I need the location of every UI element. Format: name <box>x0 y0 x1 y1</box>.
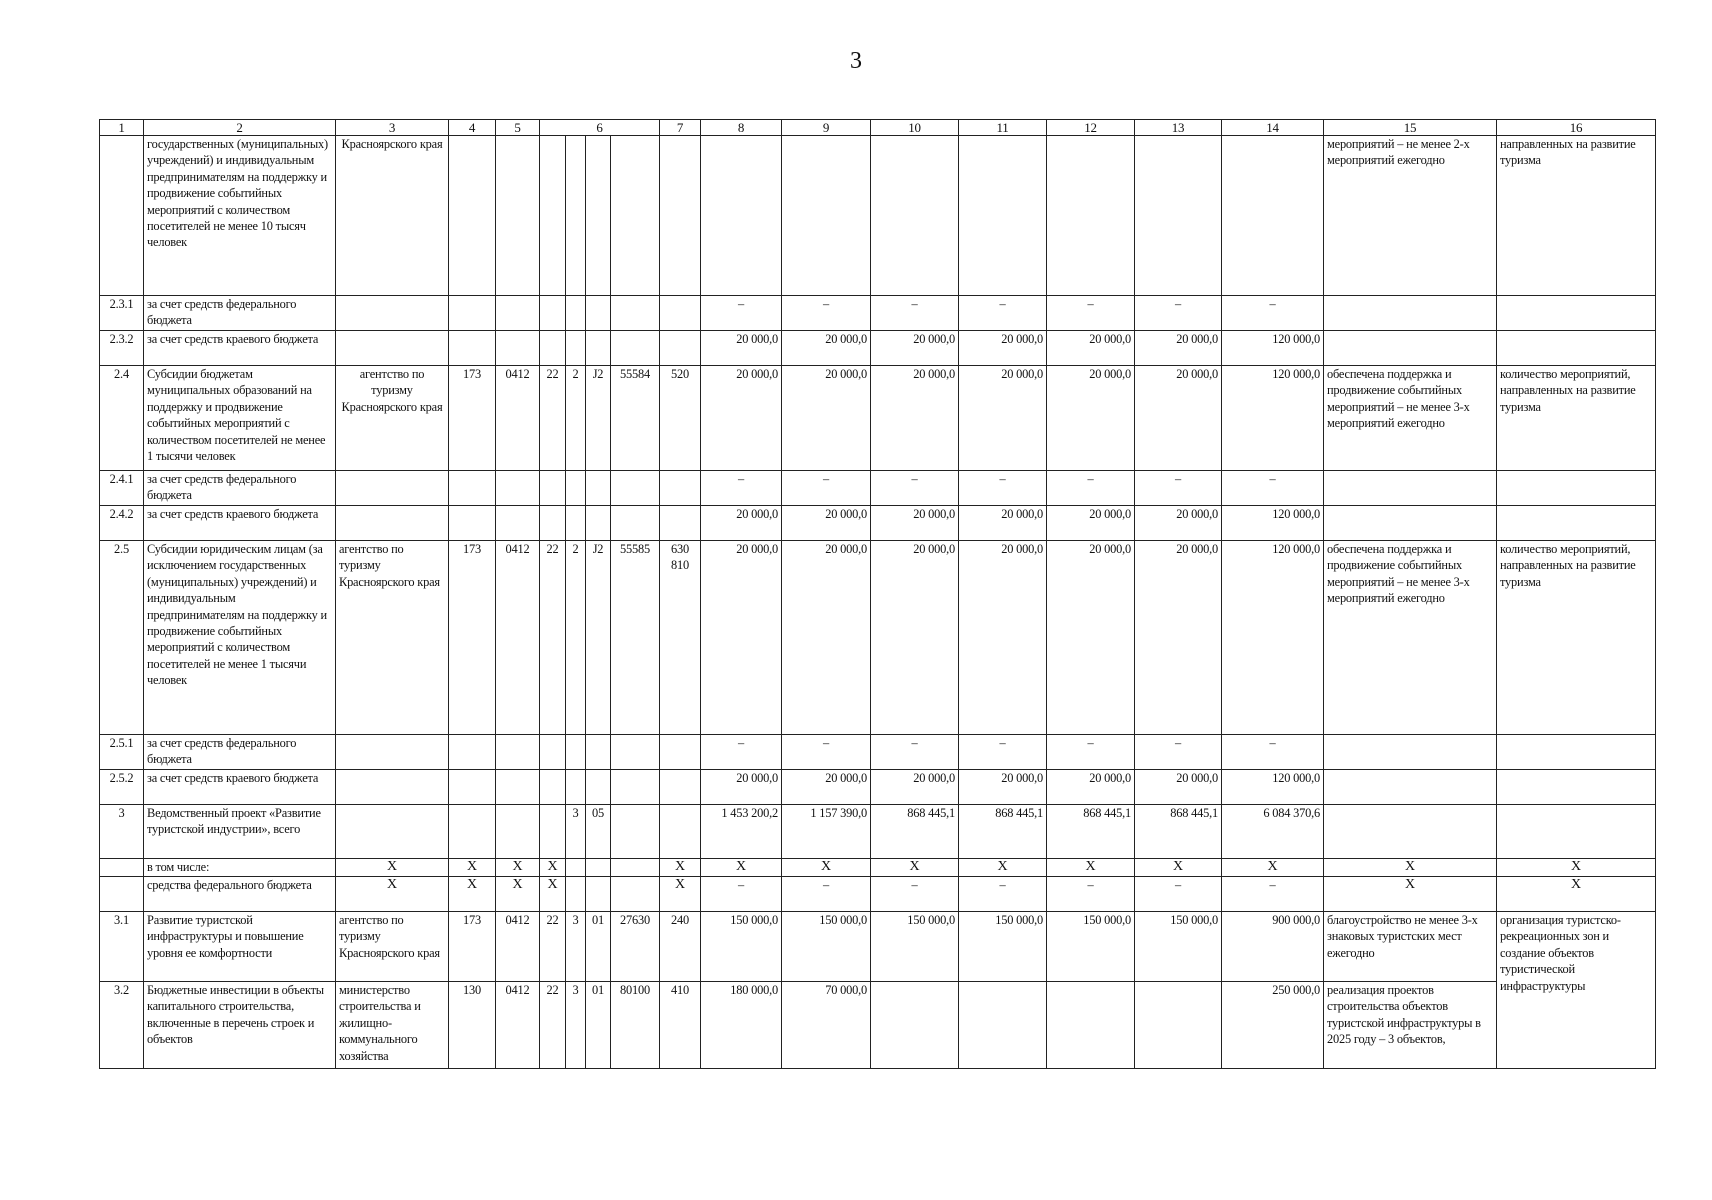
value-2028: 20 000,0 <box>959 331 1047 366</box>
value-2028: – <box>959 877 1047 912</box>
section-code: 0412 <box>496 366 540 471</box>
value-2030: 150 000,0 <box>1135 912 1222 982</box>
target-code-program: 22 <box>540 982 566 1069</box>
value-2029: 20 000,0 <box>1047 541 1135 735</box>
expected-result: реализация проектов строительства объектов туристской инфраструктуры в 2025 году – 3 объектов, <box>1324 982 1497 1069</box>
table-row <box>100 859 1656 877</box>
value-2025: 150 000,0 <box>701 912 782 982</box>
measure-name: Ведомственный проект «Развитие туристской индустрии», всего <box>144 805 336 859</box>
table-row <box>100 471 1656 506</box>
value-2027: 20 000,0 <box>871 331 959 366</box>
value-2030: – <box>1135 735 1222 770</box>
x-mark: X <box>540 877 566 912</box>
value-2027: 20 000,0 <box>871 541 959 735</box>
col-header-7: 7 <box>660 120 701 136</box>
x-mark: X <box>336 877 449 912</box>
value-2027: 150 000,0 <box>871 912 959 982</box>
table-row <box>100 805 1656 859</box>
grbs-code: 173 <box>449 912 496 982</box>
row-number: 2.4 <box>100 366 144 471</box>
x-mark: X <box>701 859 782 877</box>
value-2028: – <box>959 471 1047 506</box>
column-header-row <box>100 120 1656 136</box>
value-total: 250 000,0 <box>1222 982 1324 1069</box>
value-total: 120 000,0 <box>1222 331 1324 366</box>
value-2026: 1 157 390,0 <box>782 805 871 859</box>
value-2027: 868 445,1 <box>871 805 959 859</box>
col-header-16: 16 <box>1497 120 1656 136</box>
target-code-direction: 27630 <box>611 912 660 982</box>
expected-result: благоустройство не менее 3-х знаковых туристских мест ежегодно <box>1324 912 1497 982</box>
value-2029: 20 000,0 <box>1047 506 1135 541</box>
executor: министерство строительства и жилищно-коммунального хозяйства <box>336 982 449 1069</box>
value-2025: – <box>701 877 782 912</box>
table-row <box>100 982 1656 1069</box>
target-code-type: 3 <box>566 912 586 982</box>
table-row <box>100 912 1656 982</box>
page-number: 3 <box>850 48 862 74</box>
grbs-code: 173 <box>449 541 496 735</box>
value-2025: 20 000,0 <box>701 331 782 366</box>
budget-table <box>99 119 1656 1069</box>
value-2025: 20 000,0 <box>701 541 782 735</box>
col-header-2: 2 <box>144 120 336 136</box>
value-2026: 70 000,0 <box>782 982 871 1069</box>
col-header-4: 4 <box>449 120 496 136</box>
value-2026: 150 000,0 <box>782 912 871 982</box>
measure-name: за счет средств федерального бюджета <box>144 735 336 770</box>
value-2029: – <box>1047 877 1135 912</box>
col-header-15: 15 <box>1324 120 1497 136</box>
target-code-program: 22 <box>540 541 566 735</box>
table-row <box>100 366 1656 471</box>
target-code-direction: 55585 <box>611 541 660 735</box>
target-code-type: 3 <box>566 982 586 1069</box>
measure-name: за счет средств краевого бюджета <box>144 331 336 366</box>
table-row <box>100 296 1656 331</box>
executor: агентство по туризму Красноярского края <box>336 541 449 735</box>
indicator: количество мероприятий, направленных на развитие туризма <box>1497 366 1656 471</box>
value-2030: 20 000,0 <box>1135 770 1222 805</box>
value-2030: 868 445,1 <box>1135 805 1222 859</box>
row-number: 2.4.1 <box>100 471 144 506</box>
value-2027: – <box>871 877 959 912</box>
table-row <box>100 136 1656 296</box>
col-header-3: 3 <box>336 120 449 136</box>
table-row <box>100 541 1656 735</box>
value-2026: – <box>782 296 871 331</box>
value-2025: 20 000,0 <box>701 506 782 541</box>
value-total: 6 084 370,6 <box>1222 805 1324 859</box>
value-2026: 20 000,0 <box>782 770 871 805</box>
x-mark: X <box>449 859 496 877</box>
value-total: – <box>1222 471 1324 506</box>
expected-result: обеспечена поддержка и продвижение событийных мероприятий – не менее 3-х мероприятий ежегодно <box>1324 366 1497 471</box>
x-mark: X <box>1497 859 1656 877</box>
x-mark: X <box>496 877 540 912</box>
value-2029: 20 000,0 <box>1047 770 1135 805</box>
measure-name: Субсидии бюджетам муниципальных образований на поддержку и продвижение событийных мероприятий с количеством посетителей не менее 1 тысячи человек <box>144 366 336 471</box>
target-code-project: 01 <box>586 912 611 982</box>
x-mark: X <box>1047 859 1135 877</box>
value-2030: – <box>1135 296 1222 331</box>
indicator: организация туристско-рекреационных зон и создание объектов туристической инфраструктуры <box>1497 912 1656 1069</box>
value-2029: 20 000,0 <box>1047 331 1135 366</box>
col-header-6: 6 <box>540 120 660 136</box>
value-2030: 20 000,0 <box>1135 366 1222 471</box>
col-header-9: 9 <box>782 120 871 136</box>
grbs-code: 173 <box>449 366 496 471</box>
expected-result: обеспечена поддержка и продвижение событийных мероприятий – не менее 3-х мероприятий ежегодно <box>1324 541 1497 735</box>
col-header-8: 8 <box>701 120 782 136</box>
target-code-project: J2 <box>586 541 611 735</box>
value-total: – <box>1222 735 1324 770</box>
row-number: 2.5.2 <box>100 770 144 805</box>
value-2029: 20 000,0 <box>1047 366 1135 471</box>
value-total: 900 000,0 <box>1222 912 1324 982</box>
value-total: 120 000,0 <box>1222 366 1324 471</box>
value-2030: – <box>1135 471 1222 506</box>
target-code-project: J2 <box>586 366 611 471</box>
value-2025: 1 453 200,2 <box>701 805 782 859</box>
target-code-program: 22 <box>540 366 566 471</box>
value-2030: – <box>1135 877 1222 912</box>
table-row <box>100 506 1656 541</box>
value-2029: – <box>1047 735 1135 770</box>
x-mark: X <box>496 859 540 877</box>
value-2028: 20 000,0 <box>959 506 1047 541</box>
col-header-11: 11 <box>959 120 1047 136</box>
value-total: – <box>1222 877 1324 912</box>
measure-name: за счет средств федерального бюджета <box>144 471 336 506</box>
expense-type-code: 520 <box>660 366 701 471</box>
value-2028: 150 000,0 <box>959 912 1047 982</box>
value-2029: 868 445,1 <box>1047 805 1135 859</box>
table-row <box>100 877 1656 912</box>
target-code-program: 22 <box>540 912 566 982</box>
target-code-type: 3 <box>566 805 586 859</box>
value-2025: – <box>701 735 782 770</box>
target-code-project: 05 <box>586 805 611 859</box>
measure-name: Бюджетные инвестиции в объекты капитального строительства, включенные в перечень строек и объектов <box>144 982 336 1069</box>
x-mark: X <box>660 859 701 877</box>
executor: агентство по туризму Красноярского края <box>336 912 449 982</box>
col-header-14: 14 <box>1222 120 1324 136</box>
expense-type-code: 240 <box>660 912 701 982</box>
value-2028: 20 000,0 <box>959 541 1047 735</box>
value-2025: – <box>701 296 782 331</box>
measure-name: за счет средств краевого бюджета <box>144 506 336 541</box>
measure-name: Субсидии юридическим лицам (за исключением государственных (муниципальных) учреждений) и индивидуальным предпринимателям на поддержку и продвижение событийных мероприятий с количеством посетителей не менее 1 тысячи человек <box>144 541 336 735</box>
value-2028: 20 000,0 <box>959 366 1047 471</box>
value-total: 120 000,0 <box>1222 541 1324 735</box>
measure-name: за счет средств федерального бюджета <box>144 296 336 331</box>
grbs-code: 130 <box>449 982 496 1069</box>
value-2026: 20 000,0 <box>782 541 871 735</box>
value-total: – <box>1222 296 1324 331</box>
target-code-type: 2 <box>566 541 586 735</box>
measure-name: Развитие туристской инфраструктуры и повышение уровня ее комфортности <box>144 912 336 982</box>
value-2027: – <box>871 296 959 331</box>
value-2028: 20 000,0 <box>959 770 1047 805</box>
x-mark: X <box>959 859 1047 877</box>
value-2026: – <box>782 735 871 770</box>
expected-result: мероприятий – не менее 2-х мероприятий ежегодно <box>1324 136 1497 296</box>
col-header-1: 1 <box>100 120 144 136</box>
value-2026: 20 000,0 <box>782 331 871 366</box>
row-number <box>100 136 144 296</box>
x-mark: X <box>1222 859 1324 877</box>
value-2026: 20 000,0 <box>782 366 871 471</box>
value-total: 120 000,0 <box>1222 506 1324 541</box>
x-mark: X <box>660 877 701 912</box>
col-header-5: 5 <box>496 120 540 136</box>
x-mark: X <box>1497 877 1656 912</box>
row-number: 2.5 <box>100 541 144 735</box>
indicator: количество мероприятий, направленных на развитие туризма <box>1497 541 1656 735</box>
target-code-project: 01 <box>586 982 611 1069</box>
value-2028: 868 445,1 <box>959 805 1047 859</box>
col-header-12: 12 <box>1047 120 1135 136</box>
x-mark: X <box>871 859 959 877</box>
row-number: 3.2 <box>100 982 144 1069</box>
value-2026: – <box>782 471 871 506</box>
measure-name: в том числе: <box>144 859 336 877</box>
table-row <box>100 770 1656 805</box>
table-row <box>100 735 1656 770</box>
col-header-13: 13 <box>1135 120 1222 136</box>
x-mark: X <box>336 859 449 877</box>
x-mark: X <box>540 859 566 877</box>
expense-type-code: 630 810 <box>660 541 701 735</box>
x-mark: X <box>1324 859 1497 877</box>
value-2027: 20 000,0 <box>871 506 959 541</box>
section-code: 0412 <box>496 982 540 1069</box>
target-code-direction: 55584 <box>611 366 660 471</box>
row-number: 2.3.1 <box>100 296 144 331</box>
x-mark: X <box>1324 877 1497 912</box>
table-row <box>100 331 1656 366</box>
executor: Красноярского края <box>336 136 449 296</box>
value-2029: – <box>1047 296 1135 331</box>
measure-name: за счет средств краевого бюджета <box>144 770 336 805</box>
value-2026: – <box>782 877 871 912</box>
value-2026: 20 000,0 <box>782 506 871 541</box>
value-2030: 20 000,0 <box>1135 506 1222 541</box>
x-mark: X <box>1135 859 1222 877</box>
value-2030: 20 000,0 <box>1135 331 1222 366</box>
value-2025: 180 000,0 <box>701 982 782 1069</box>
measure-name: государственных (муниципальных) учреждений) и индивидуальным предпринимателям на поддержку и продвижение событийных мероприятий с количеством посетителей не менее 10 тысяч человек <box>144 136 336 296</box>
row-number: 3 <box>100 805 144 859</box>
section-code: 0412 <box>496 541 540 735</box>
x-mark: X <box>449 877 496 912</box>
row-number: 2.3.2 <box>100 331 144 366</box>
value-2025: – <box>701 471 782 506</box>
value-2027: 20 000,0 <box>871 770 959 805</box>
value-2030: 20 000,0 <box>1135 541 1222 735</box>
target-code-direction: 80100 <box>611 982 660 1069</box>
row-number: 2.5.1 <box>100 735 144 770</box>
value-2028: – <box>959 296 1047 331</box>
value-2025: 20 000,0 <box>701 770 782 805</box>
row-number: 3.1 <box>100 912 144 982</box>
row-number: 2.4.2 <box>100 506 144 541</box>
section-code: 0412 <box>496 912 540 982</box>
value-2028: – <box>959 735 1047 770</box>
value-2025: 20 000,0 <box>701 366 782 471</box>
executor: агентство по туризму Красноярского края <box>336 366 449 471</box>
col-header-10: 10 <box>871 120 959 136</box>
x-mark: X <box>782 859 871 877</box>
indicator: направленных на развитие туризма <box>1497 136 1656 296</box>
value-2027: – <box>871 735 959 770</box>
expense-type-code: 410 <box>660 982 701 1069</box>
value-total: 120 000,0 <box>1222 770 1324 805</box>
value-2029: – <box>1047 471 1135 506</box>
measure-name: средства федерального бюджета <box>144 877 336 912</box>
value-2029: 150 000,0 <box>1047 912 1135 982</box>
value-2027: 20 000,0 <box>871 366 959 471</box>
target-code-type: 2 <box>566 366 586 471</box>
value-2027: – <box>871 471 959 506</box>
